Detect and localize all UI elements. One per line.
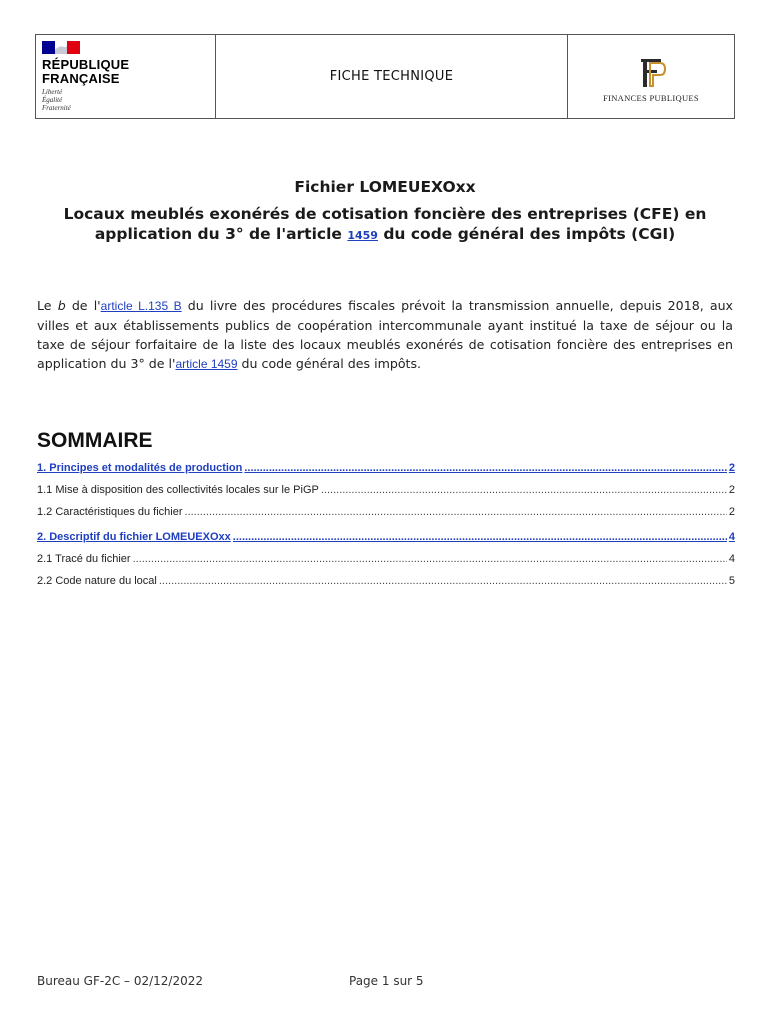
intro-paragraph [37,296,733,374]
toc-item-label: 2.2 Code nature du local [37,575,157,587]
intro-text-3: du livre des procédures fiscales prévoit la transmission annuelle, depuis 2018, aux villes et aux établissements publics de coopération intercommunale ayant institué la taxe de séjour ou la taxe de séjour forfaitaire de la liste des locaux meublés exonérés de cotisation foncière des entreprises en application du 3° de l' [37,298,734,371]
sommaire-heading: SOMMAIRE [37,429,153,452]
toc-item-code-nature[interactable] [37,575,735,591]
toc-item-label: 2. Descriptif du fichier LOMEUEXOxx [37,531,231,543]
document-header [35,34,735,119]
intro-text-2: de l' [65,298,101,313]
toc-item-descriptif[interactable] [37,531,735,547]
finances-publiques-icon [633,53,669,91]
article-l135b-link[interactable]: article L.135 B [100,299,182,313]
footer-bureau-date: Bureau GF-2C – 02/12/2022 [37,974,204,988]
toc-item-mise-a-disposition[interactable] [37,484,735,500]
republique-francaise-logo [36,35,216,118]
french-flag-icon [42,41,80,54]
intro-text-4: du code général des impôts. [237,356,422,371]
table-of-contents [37,462,735,591]
toc-item-page: 2 [728,506,735,518]
subtitle-text-2: du code général des impôts (CGI) [377,225,676,243]
file-subtitle [35,204,735,246]
toc-item-caracteristiques[interactable] [37,506,735,522]
doc-type-cell [216,35,568,118]
subtitle-text-1: Locaux meublés exonérés de cotisation foncière des entreprises (CFE) en application du 3° de l'article [63,205,707,243]
toc-item-trace[interactable] [37,553,735,569]
toc-item-page: 4 [728,553,735,565]
francaise-label: FRANÇAISE [42,71,120,86]
motto [42,88,71,112]
article-1459-intro-link[interactable]: article 1459 [175,357,238,371]
file-title: Fichier LOMEUEXOxx [294,178,476,196]
document-titles [35,178,735,246]
article-1459-link[interactable]: 1459 [347,229,378,242]
intro-text-1: Le [37,298,58,313]
motto-liberte: Liberté [42,88,63,96]
toc-item-label: 1. Principes et modalités de production [37,462,243,474]
doc-type-label: FICHE TECHNIQUE [329,69,454,84]
motto-egalite: Égalité [42,96,63,104]
toc-item-principes[interactable] [37,462,735,478]
motto-fraternite: Fraternité [42,104,71,112]
footer-page-number: Page 1 sur 5 [349,974,424,988]
toc-item-page: 2 [728,462,735,474]
toc-item-label: 1.1 Mise à disposition des collectivités locales sur le PiGP [37,484,319,496]
intro-letter-b: b [57,298,66,313]
toc-item-page: 4 [728,531,735,543]
toc-item-label: 2.1 Tracé du fichier [37,553,131,565]
republique-label: RÉPUBLIQUE [42,57,130,72]
toc-item-page: 2 [728,484,735,496]
finances-publiques-logo [568,35,734,118]
finances-publiques-label: FINANCES PUBLIQUES [603,92,699,103]
toc-item-label: 1.2 Caractéristiques du fichier [37,506,183,518]
toc-item-page: 5 [728,575,735,587]
